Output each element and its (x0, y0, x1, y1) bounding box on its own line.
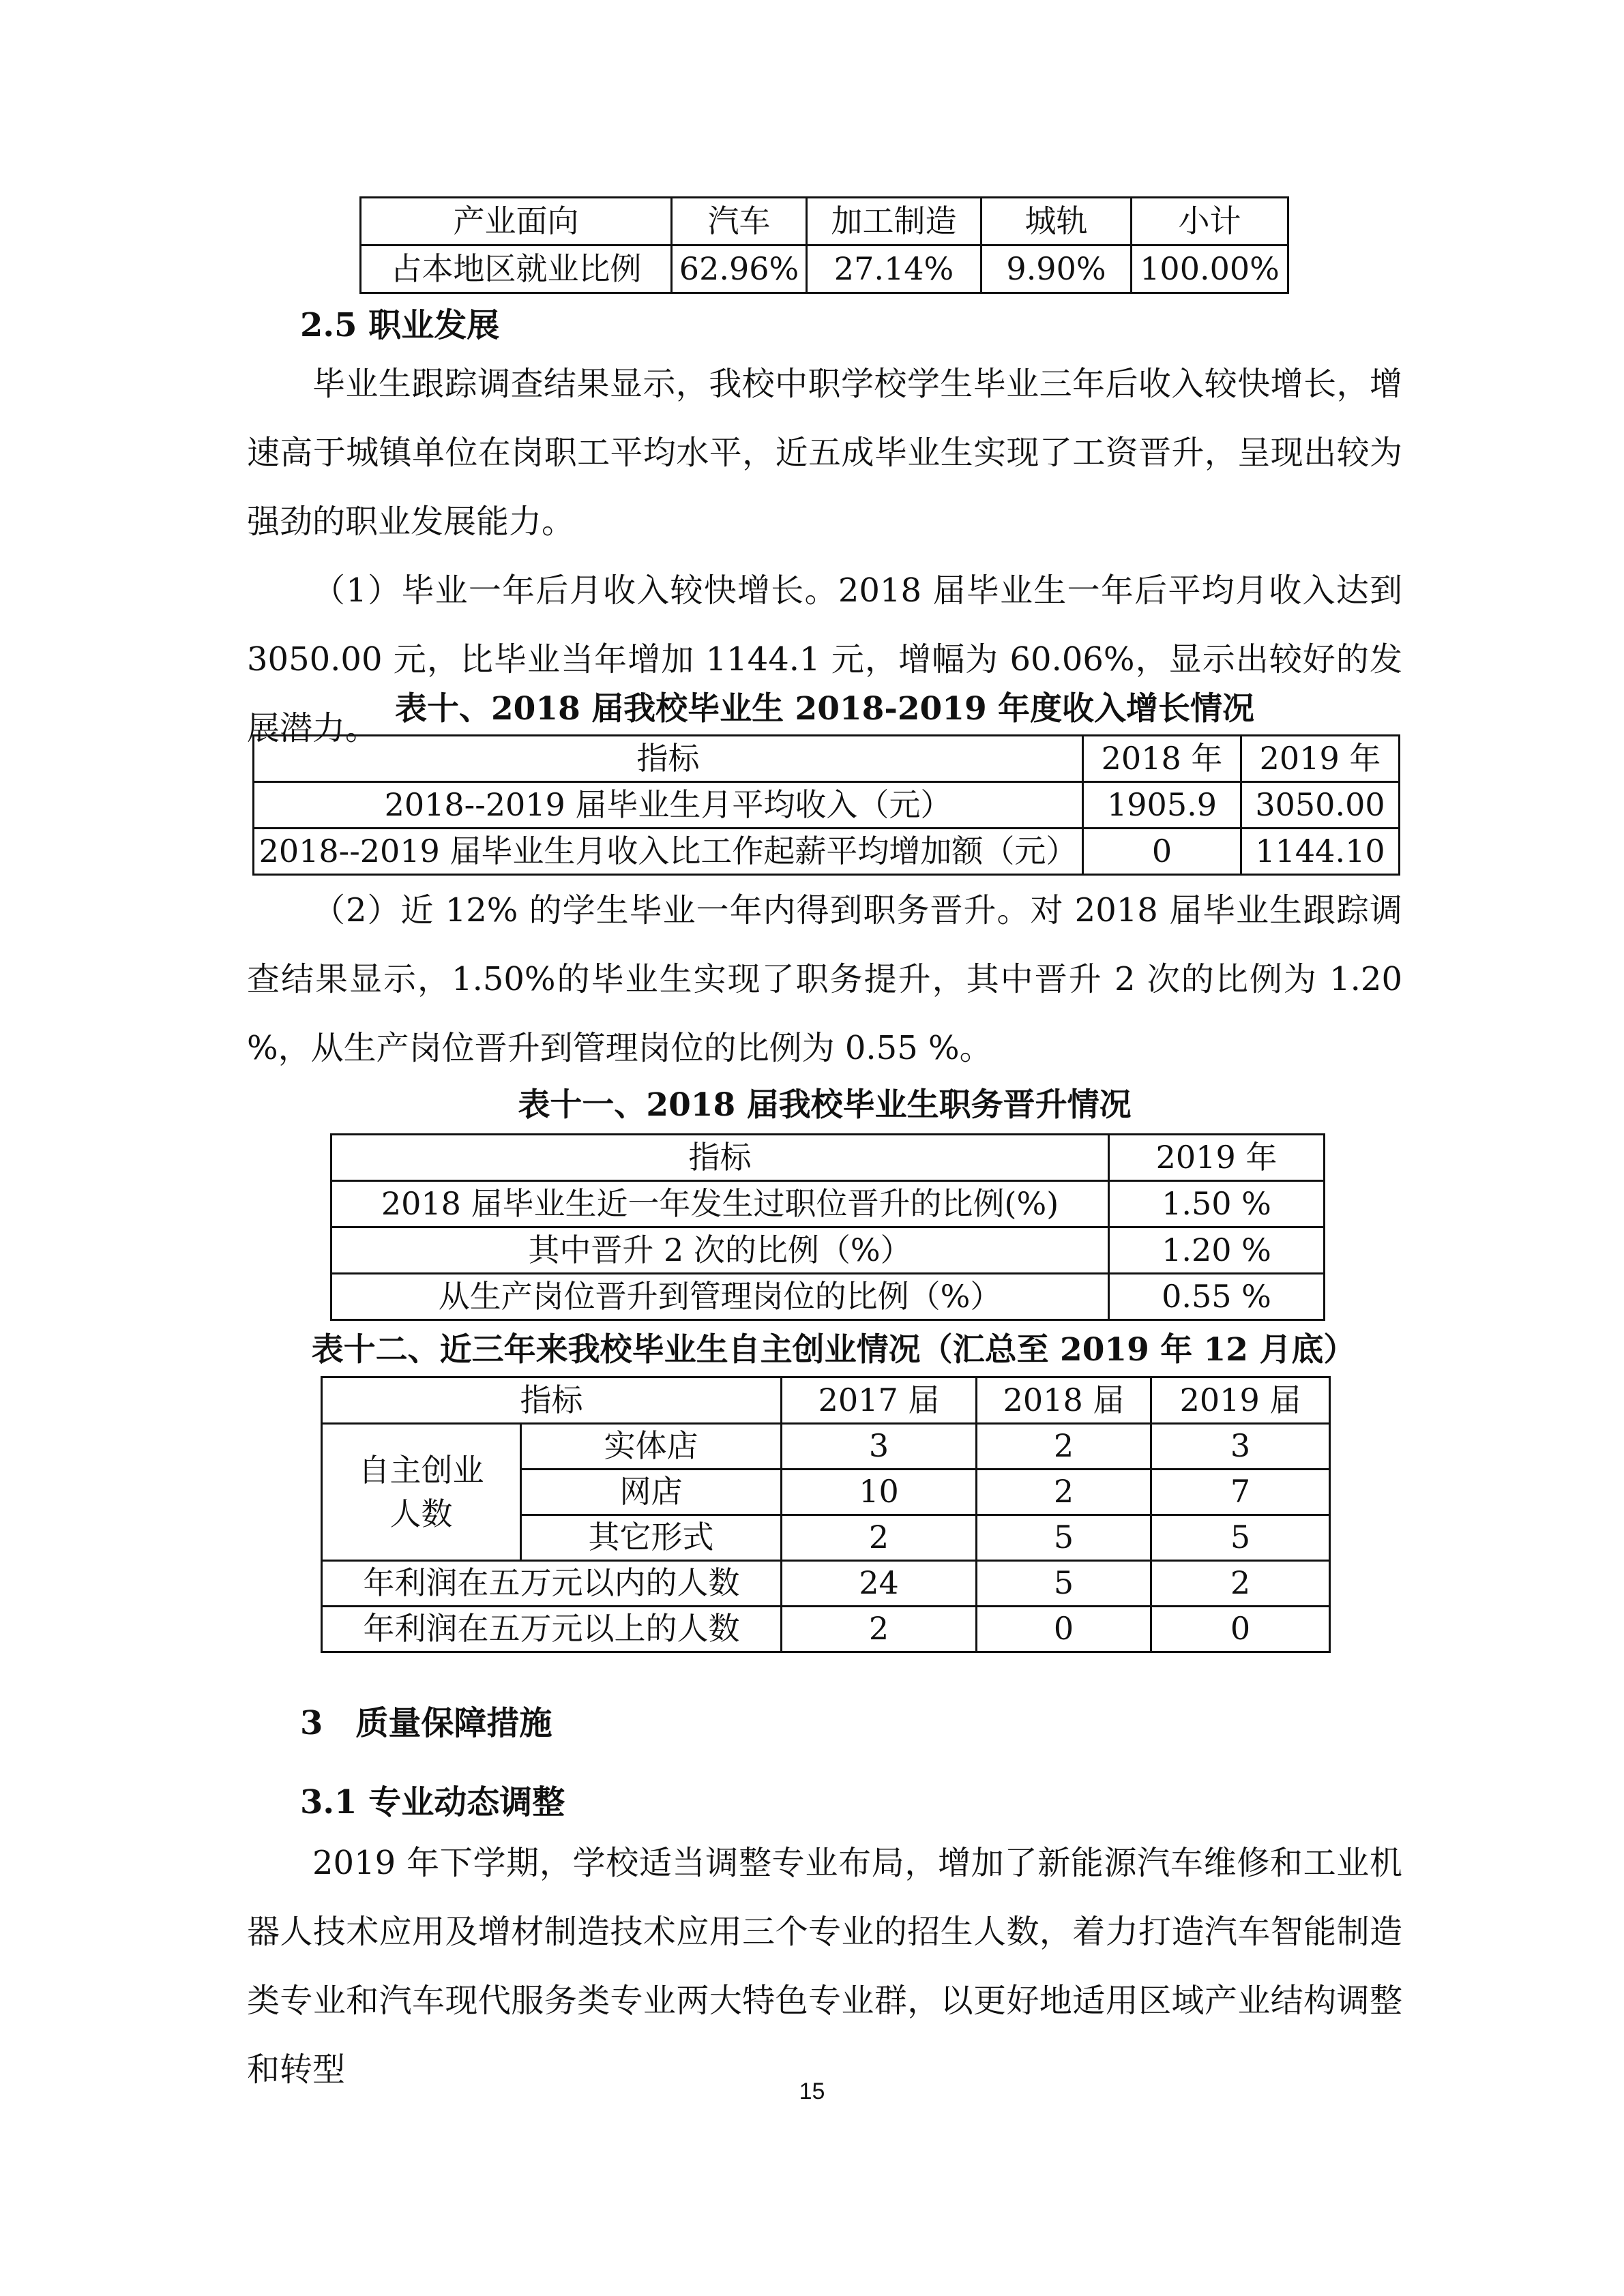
table-cell: 5 (1151, 1515, 1330, 1561)
table-header-cell: 加工制造 (807, 198, 981, 245)
promotion-text (247, 876, 1402, 1083)
table-cell: 3 (782, 1424, 977, 1470)
table-cell: 24 (782, 1561, 977, 1607)
table10-caption: 表十、2018 届我校毕业生 2018-2019 年度收入增长情况 (394, 690, 1255, 728)
paragraph: 毕业生跟踪调查结果显示，我校中职学校学生毕业三年后收入较快增长，增速高于城镇单位在岗职工平均水平，近五成毕业生实现了工资晋升，呈现出较为强劲的职业发展能力。 (247, 365, 1402, 541)
table-header-cell: 城轨 (981, 198, 1132, 245)
table-header-cell: 2019 年 (1109, 1135, 1325, 1181)
table-cell: 10 (782, 1470, 977, 1515)
table-cell: 网店 (521, 1470, 782, 1515)
paragraph: （1）毕业一年后月收入较快增长。2018 届毕业生一年后平均月收入达到 3050.00 元，比毕业当年增加 1144.1 元，增幅为 60.06%，显示出较好的发展潜力。 (247, 571, 1402, 747)
table-cell: 0.55 % (1109, 1274, 1325, 1320)
table-cell: 3 (1151, 1424, 1330, 1470)
table-cell: 年利润在五万元以上的人数 (322, 1607, 782, 1652)
income-growth-table (252, 734, 1400, 876)
table-cell: 9.90% (981, 245, 1132, 293)
table-cell: 3050.00 (1241, 782, 1400, 829)
table-header-cell: 指标 (322, 1377, 782, 1424)
table-header-row (322, 1377, 1330, 1424)
entrepreneurship-table (321, 1376, 1331, 1653)
table-header-cell: 2017 届 (782, 1377, 977, 1424)
table-header-cell: 2018 届 (977, 1377, 1151, 1424)
page-number: 15 (799, 2078, 825, 2104)
group-label-cell (322, 1424, 521, 1561)
table-cell: 2 (977, 1470, 1151, 1515)
table11-caption: 表十一、2018 届我校毕业生职务晋升情况 (518, 1086, 1132, 1124)
table-row (361, 245, 1288, 293)
table-cell: 2018--2019 届毕业生月平均收入（元） (254, 782, 1083, 829)
table-header-cell: 汽车 (672, 198, 807, 245)
table-cell: 5 (977, 1515, 1151, 1561)
table-header-row (331, 1135, 1325, 1181)
table-cell: 2018--2019 届毕业生月收入比工作起薪平均增加额（元） (254, 829, 1083, 875)
table-header-row (254, 736, 1400, 782)
promotion-table (330, 1133, 1325, 1321)
group-label: 自主创业人数 (358, 1452, 484, 1532)
table-header-cell: 指标 (254, 736, 1083, 782)
table-cell: 其中晋升 2 次的比例（%） (331, 1227, 1109, 1274)
table-row (331, 1181, 1325, 1227)
table-cell: 62.96% (672, 245, 807, 293)
table-cell: 从生产岗位晋升到管理岗位的比例（%） (331, 1274, 1109, 1320)
section-heading-3: 3 质量保障措施 (300, 1704, 552, 1742)
table-cell: 占本地区就业比例 (361, 245, 672, 293)
table-row (331, 1227, 1325, 1274)
table-header-cell: 2019 届 (1151, 1377, 1330, 1424)
table-cell: 其它形式 (521, 1515, 782, 1561)
table-header-cell: 指标 (331, 1135, 1109, 1181)
table-cell: 1.20 % (1109, 1227, 1325, 1274)
table-cell: 27.14% (807, 245, 981, 293)
table-cell: 年利润在五万元以内的人数 (322, 1561, 782, 1607)
section-3-1-text (247, 1829, 1402, 2104)
table-cell: 1905.9 (1083, 782, 1241, 829)
table-header-cell: 产业面向 (361, 198, 672, 245)
table-row (254, 829, 1400, 875)
table-header-cell: 2018 年 (1083, 736, 1241, 782)
table-cell: 2 (1151, 1561, 1330, 1607)
paragraph: （2）近 12% 的学生毕业一年内得到职务晋升。对 2018 届毕业生跟踪调查结果显示，1.50%的毕业生实现了职务提升，其中晋升 2 次的比例为 1.20 %，从生产岗位晋升到管理岗位的比例为 0.55 %。 (247, 891, 1402, 1067)
table-cell: 2018 届毕业生近一年发生过职位晋升的比例(%) (331, 1181, 1109, 1227)
table-cell: 7 (1151, 1470, 1330, 1515)
table-header-cell: 2019 年 (1241, 736, 1400, 782)
table-header-cell: 小计 (1132, 198, 1288, 245)
table-row (254, 782, 1400, 829)
table12-caption: 表十二、近三年来我校毕业生自主创业情况（汇总至 2019 年 12 月底） (311, 1331, 1356, 1369)
table-cell: 1144.10 (1241, 829, 1400, 875)
table-cell: 5 (977, 1561, 1151, 1607)
section-heading-3-1: 3.1 专业动态调整 (300, 1783, 565, 1821)
section-heading-2-5: 2.5 职业发展 (300, 306, 500, 344)
table-row (331, 1274, 1325, 1320)
paragraph: 2019 年下学期，学校适当调整专业布局，增加了新能源汽车维修和工业机器人技术应用及增材制造技术应用三个专业的招生人数，着力打造汽车智能制造类专业和汽车现代服务类专业两大特色专业群，以更好地适用区域产业结构调整和转型 (247, 1844, 1402, 2089)
table-cell: 0 (977, 1607, 1151, 1652)
table-row (322, 1424, 1330, 1470)
table-header-row (361, 198, 1288, 245)
table-cell: 100.00% (1132, 245, 1288, 293)
table-cell: 1.50 % (1109, 1181, 1325, 1227)
table-cell: 2 (782, 1515, 977, 1561)
table-cell: 2 (782, 1607, 977, 1652)
table-cell: 0 (1083, 829, 1241, 875)
table-row (322, 1607, 1330, 1652)
industry-table (359, 196, 1289, 294)
table-row (322, 1561, 1330, 1607)
table-cell: 实体店 (521, 1424, 782, 1470)
table-cell: 2 (977, 1424, 1151, 1470)
table-cell: 0 (1151, 1607, 1330, 1652)
